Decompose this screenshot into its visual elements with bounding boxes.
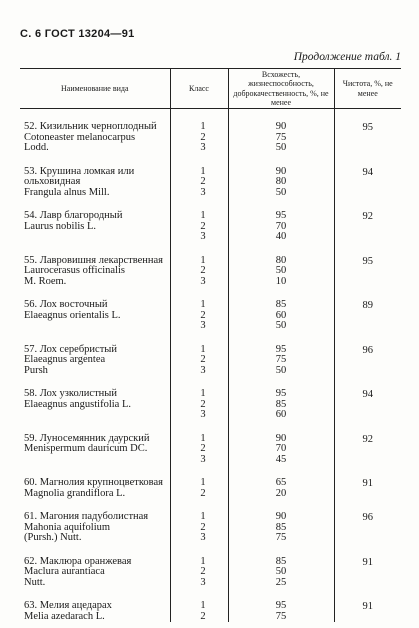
spacer-cell	[170, 287, 228, 300]
species-name-cell: 55. Лавровишня лекарственная Laurocerasus officinalis M. Roem.	[24, 254, 164, 287]
species-name-cell: 53. Крушина ломкая или ольховидная Frangula alnus Mill.	[24, 165, 135, 198]
spacer-cell	[20, 154, 170, 167]
germination-cell: 95 75	[228, 601, 334, 622]
spacer-cell	[170, 332, 228, 345]
table-row	[20, 478, 401, 499]
germination-cell: 80 50 10	[228, 256, 334, 288]
table-row	[20, 256, 401, 288]
purity-cell: 94	[334, 167, 401, 199]
table-row	[20, 345, 401, 377]
class-cell: 1 2 3	[170, 434, 228, 466]
table-row	[20, 122, 401, 154]
column-header-class: Класс	[170, 69, 228, 109]
column-header-species: Наименование вида	[20, 69, 170, 109]
spacer-cell	[170, 109, 228, 123]
purity-cell: 91	[334, 557, 401, 589]
spacer-cell	[228, 243, 334, 256]
spacer-cell	[170, 499, 228, 512]
column-header-germination: Всхожесть, жизнеспособность, доброкачественность, %, не менее	[228, 69, 334, 109]
spacer-cell	[20, 421, 170, 434]
germination-cell: 95 70 40	[228, 211, 334, 243]
species-name-cell: 63. Мелия ацедарах Melia azedarach L.	[24, 600, 112, 622]
germination-cell: 90 70 45	[228, 434, 334, 466]
spacer-cell	[334, 243, 401, 256]
spacer-cell	[334, 499, 401, 512]
germination-cell: 95 75 50	[228, 345, 334, 377]
class-cell: 1 2 3	[170, 211, 228, 243]
row-spacer	[20, 421, 401, 434]
class-cell: 1 2	[170, 478, 228, 499]
germination-cell: 90 85 75	[228, 512, 334, 544]
species-name-cell: 60. Магнолия крупноцветковая Magnolia grandiflora L.	[24, 477, 163, 499]
spacer-cell	[170, 154, 228, 167]
class-cell: 1 2 3	[170, 389, 228, 421]
spacer-cell	[228, 332, 334, 345]
spacer-cell	[334, 421, 401, 434]
spacer-cell	[334, 109, 401, 123]
spacer-cell	[170, 544, 228, 557]
germination-cell: 65 20	[228, 478, 334, 499]
class-cell: 1 2 3	[170, 167, 228, 199]
table-row	[20, 434, 401, 466]
table-row	[20, 512, 401, 544]
table-row	[20, 167, 401, 199]
row-spacer	[20, 544, 401, 557]
spacer-cell	[170, 198, 228, 211]
row-spacer	[20, 154, 401, 167]
purity-cell: 92	[334, 211, 401, 243]
purity-cell: 96	[334, 345, 401, 377]
spacer-cell	[170, 465, 228, 478]
spacer-cell	[170, 376, 228, 389]
spacer-cell	[334, 287, 401, 300]
page-reference: С. 6 ГОСТ 13204—91	[20, 28, 135, 40]
column-header-purity: Чистота, %, не менее	[334, 69, 401, 109]
class-cell: 1 2 3	[170, 345, 228, 377]
germination-cell: 90 80 50	[228, 167, 334, 199]
spacer-cell	[20, 109, 170, 123]
row-spacer	[20, 332, 401, 345]
purity-cell: 95	[334, 256, 401, 288]
spacer-cell	[228, 544, 334, 557]
spacer-cell	[228, 109, 334, 123]
spacer-cell	[334, 544, 401, 557]
spacer-cell	[20, 332, 170, 345]
purity-cell: 92	[334, 434, 401, 466]
spacer-cell	[20, 243, 170, 256]
table-row	[20, 557, 401, 589]
germination-cell: 95 85 60	[228, 389, 334, 421]
class-cell: 1 2 3	[170, 557, 228, 589]
spacer-cell	[334, 198, 401, 211]
species-name-cell: 58. Лох узколистный Elaeagnus angustifolia L.	[24, 388, 132, 410]
class-cell: 1 2 3	[170, 122, 228, 154]
table-continuation-label: Продолжение табл. 1	[293, 51, 401, 63]
purity-cell: 95	[334, 122, 401, 154]
spacer-cell	[170, 243, 228, 256]
purity-cell: 89	[334, 300, 401, 332]
row-spacer	[20, 109, 401, 123]
spacer-cell	[170, 421, 228, 434]
spacer-cell	[334, 588, 401, 601]
germination-cell: 85 60 50	[228, 300, 334, 332]
purity-cell: 91	[334, 601, 401, 622]
species-name-cell: 61. Магония падуболистная Mahonia aquifolium (Pursh.) Nutt.	[24, 511, 149, 543]
species-name-cell: 57. Лох серебристый Elaeagnus argentea Pursh	[24, 343, 117, 376]
seed-quality-table	[20, 68, 401, 622]
table-row	[20, 300, 401, 332]
spacer-cell	[334, 465, 401, 478]
spacer-cell	[20, 544, 170, 557]
class-cell: 1 2 3	[170, 256, 228, 288]
table-header-row	[20, 69, 401, 109]
species-name-cell: 62. Маклюра оранжевая Maclura aurantiaca Nutt.	[24, 555, 132, 588]
species-name-cell: 56. Лох восточный Elaeagnus orientalis L.	[24, 299, 121, 321]
purity-cell: 94	[334, 389, 401, 421]
class-cell: 1 2	[170, 601, 228, 622]
spacer-cell	[334, 376, 401, 389]
germination-cell: 85 50 25	[228, 557, 334, 589]
purity-cell: 91	[334, 478, 401, 499]
class-cell: 1 2 3	[170, 512, 228, 544]
spacer-cell	[170, 588, 228, 601]
species-name-cell: 54. Лавр благородный Laurus nobilis L.	[24, 210, 123, 232]
table-row	[20, 601, 401, 622]
spacer-cell	[228, 421, 334, 434]
table-row	[20, 389, 401, 421]
species-name-cell: 52. Кизильник черноплодный Cotoneaster melanocarpus Lodd.	[24, 121, 157, 153]
species-name-cell: 59. Луносемянник даурский Menispermum dauricum DC.	[24, 432, 150, 454]
germination-cell: 90 75 50	[228, 122, 334, 154]
spacer-cell	[334, 154, 401, 167]
spacer-cell	[228, 154, 334, 167]
class-cell: 1 2 3	[170, 300, 228, 332]
spacer-cell	[334, 332, 401, 345]
purity-cell: 96	[334, 512, 401, 544]
table-row	[20, 211, 401, 243]
row-spacer	[20, 243, 401, 256]
